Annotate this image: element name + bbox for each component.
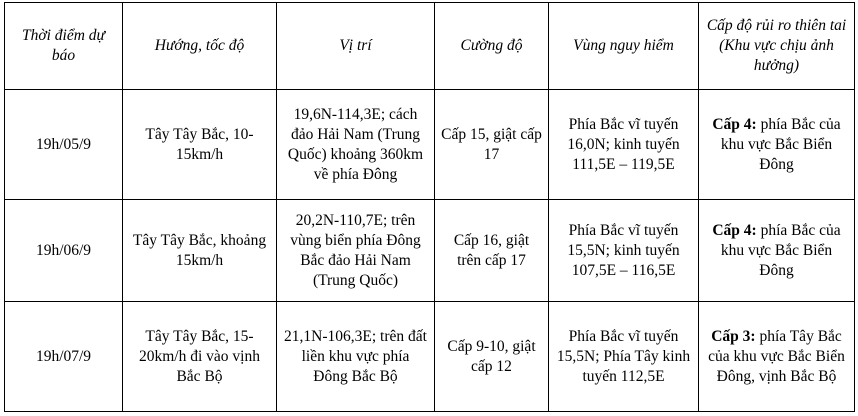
cell-time: 19h/06/9 <box>5 200 123 302</box>
cell-position: 20,2N-110,7E; trên vùng biển phía Đông Bắc đảo Hải Nam (Trung Quốc) <box>277 200 435 302</box>
cell-intensity: Cấp 9-10, giật cấp 12 <box>435 302 549 412</box>
table-row <box>5 90 855 200</box>
header-position: Vị trí <box>277 3 435 90</box>
header-intensity: Cường độ <box>435 3 549 90</box>
cell-danger-zone: Phía Bắc vĩ tuyến 15,5N; kinh tuyến 107,5E – 116,5E <box>549 200 699 302</box>
cell-risk-level <box>699 302 855 412</box>
cell-position: 21,1N-106,3E; trên đất liền khu vực phía Đông Bắc Bộ <box>277 302 435 412</box>
risk-level-label: Cấp 4: <box>712 221 757 239</box>
risk-level-label: Cấp 3: <box>711 327 756 345</box>
table-row <box>5 200 855 302</box>
header-forecast-time: Thời điểm dự báo <box>5 3 123 90</box>
table-header-row <box>5 3 855 90</box>
cell-risk-level <box>699 90 855 200</box>
header-danger-zone: Vùng nguy hiểm <box>549 3 699 90</box>
cell-risk-level <box>699 200 855 302</box>
cell-danger-zone: Phía Bắc vĩ tuyến 16,0N; kinh tuyến 111,5E – 119,5E <box>549 90 699 200</box>
cell-direction: Tây Tây Bắc, 10-15km/h <box>123 90 277 200</box>
cell-intensity: Cấp 16, giật trên cấp 17 <box>435 200 549 302</box>
header-direction-speed: Hướng, tốc độ <box>123 3 277 90</box>
header-risk-level: Cấp độ rủi ro thiên tai (Khu vực chịu ảnh hưởng) <box>699 3 855 90</box>
risk-area-text: phía Bắc của khu vực Bắc Biển Đông <box>720 221 841 279</box>
risk-area-text: phía Bắc của khu vực Bắc Biển Đông <box>720 115 841 173</box>
risk-level-label: Cấp 4: <box>712 115 757 133</box>
cell-danger-zone: Phía Bắc vĩ tuyến 15,5N; Phía Tây kinh tuyến 112,5E <box>549 302 699 412</box>
cell-position: 19,6N-114,3E; cách đảo Hải Nam (Trung Quốc) khoảng 360km về phía Đông <box>277 90 435 200</box>
forecast-table <box>4 2 855 412</box>
cell-intensity: Cấp 15, giật cấp 17 <box>435 90 549 200</box>
cell-time: 19h/05/9 <box>5 90 123 200</box>
risk-area-text: phía Tây Bắc của khu vực Bắc Biển Đông, vịnh Bắc Bộ <box>708 327 845 385</box>
cell-time: 19h/07/9 <box>5 302 123 412</box>
cell-direction: Tây Tây Bắc, khoảng 15km/h <box>123 200 277 302</box>
cell-direction: Tây Tây Bắc, 15-20km/h đi vào vịnh Bắc Bộ <box>123 302 277 412</box>
table-row <box>5 302 855 412</box>
